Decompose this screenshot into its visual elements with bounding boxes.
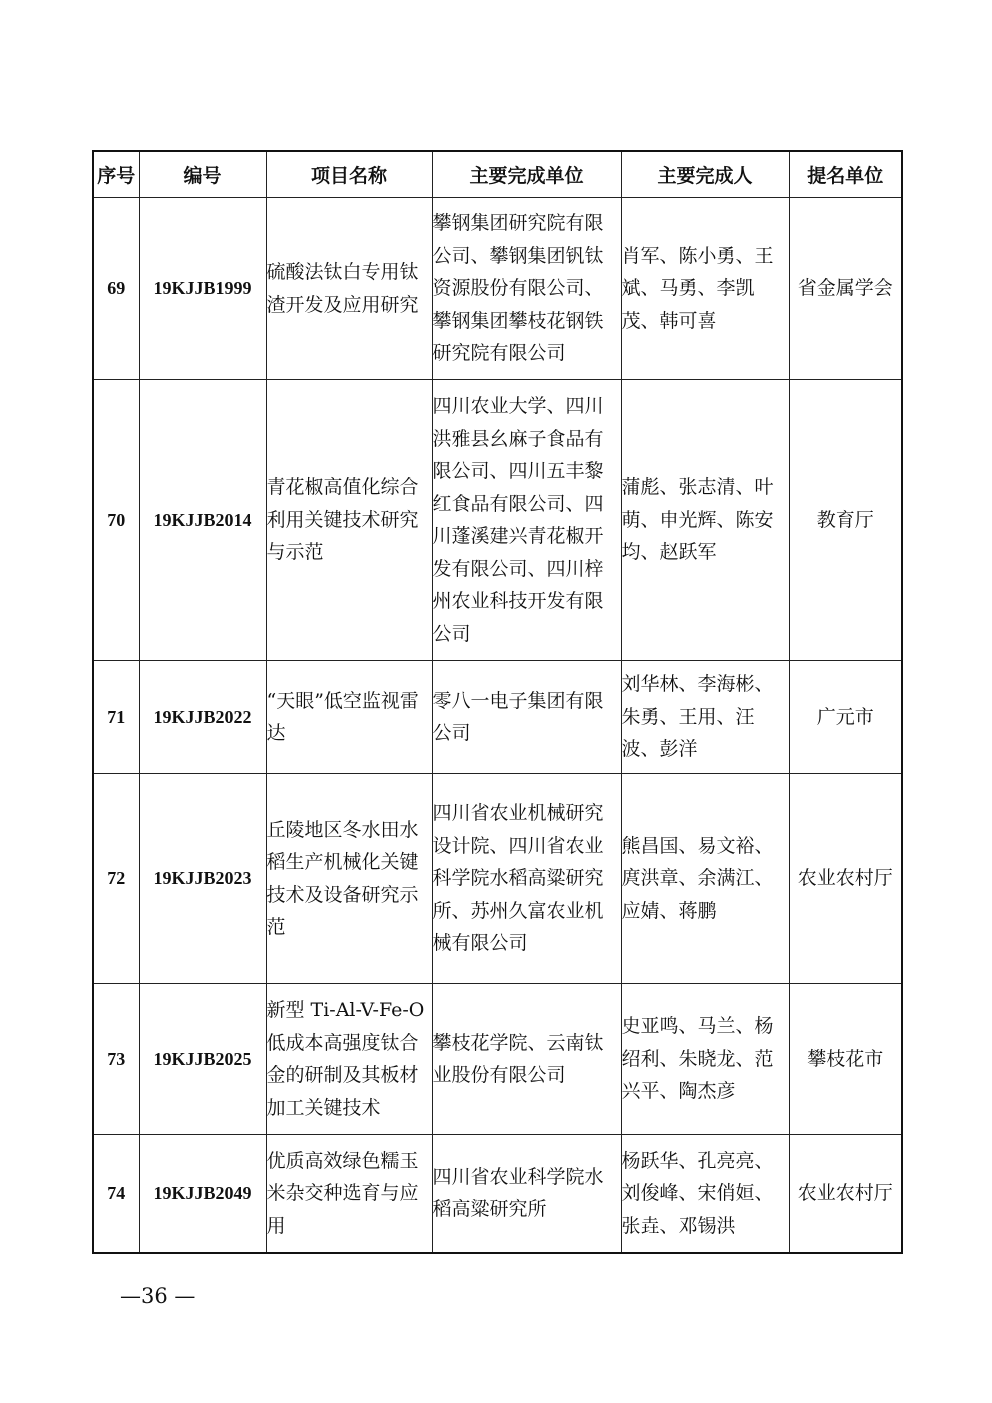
cell-project: 硫酸法钛白专用钛渣开发及应用研究	[266, 198, 432, 380]
cell-nominator: 农业农村厅	[789, 774, 902, 984]
cell-project: “天眼”低空监视雷达	[266, 661, 432, 774]
cell-index: 70	[93, 380, 139, 661]
header-row	[93, 151, 902, 198]
cell-people: 蒲彪、张志清、叶萌、申光辉、陈安均、赵跃军	[621, 380, 789, 661]
header-index: 序号	[93, 151, 139, 198]
awards-table	[92, 150, 903, 1254]
header-nominator: 提名单位	[789, 151, 902, 198]
cell-nominator: 农业农村厅	[789, 1135, 902, 1253]
cell-people: 杨跃华、孔亮亮、刘俊峰、宋俏姮、张垚、邓锡洪	[621, 1135, 789, 1253]
header-code: 编号	[139, 151, 266, 198]
cell-code: 19KJJB2049	[139, 1135, 266, 1253]
table-row	[93, 774, 902, 984]
table-row	[93, 984, 902, 1135]
cell-index: 74	[93, 1135, 139, 1253]
cell-nominator: 攀枝花市	[789, 984, 902, 1135]
cell-project: 青花椒高值化综合利用关键技术研究与示范	[266, 380, 432, 661]
cell-code: 19KJJB2025	[139, 984, 266, 1135]
page-number: —36 —	[120, 1284, 196, 1308]
header-people: 主要完成人	[621, 151, 789, 198]
cell-people: 熊昌国、易文裕、庹洪章、余满江、应婧、蒋鹏	[621, 774, 789, 984]
cell-units: 四川省农业机械研究设计院、四川省农业科学院水稻高粱研究所、苏州久富农业机械有限公司	[432, 774, 621, 984]
cell-index: 72	[93, 774, 139, 984]
cell-code: 19KJJB2014	[139, 380, 266, 661]
cell-index: 73	[93, 984, 139, 1135]
cell-index: 71	[93, 661, 139, 774]
table-row	[93, 1135, 902, 1253]
table-row	[93, 198, 902, 380]
cell-code: 19KJJB2023	[139, 774, 266, 984]
cell-units: 攀枝花学院、云南钛业股份有限公司	[432, 984, 621, 1135]
cell-people: 肖军、陈小勇、王斌、马勇、李凯茂、韩可喜	[621, 198, 789, 380]
cell-index: 69	[93, 198, 139, 380]
cell-units: 攀钢集团研究院有限公司、攀钢集团钒钛资源股份有限公司、攀钢集团攀枝花钢铁研究院有限公司	[432, 198, 621, 380]
cell-nominator: 广元市	[789, 661, 902, 774]
table-row	[93, 380, 902, 661]
cell-code: 19KJJB2022	[139, 661, 266, 774]
cell-people: 刘华林、李海彬、朱勇、王用、汪波、彭洋	[621, 661, 789, 774]
cell-people: 史亚鸣、马兰、杨绍利、朱晓龙、范兴平、陶杰彦	[621, 984, 789, 1135]
table-row	[93, 661, 902, 774]
header-project: 项目名称	[266, 151, 432, 198]
cell-units: 零八一电子集团有限公司	[432, 661, 621, 774]
header-units: 主要完成单位	[432, 151, 621, 198]
cell-project: 丘陵地区冬水田水稻生产机械化关键技术及设备研究示范	[266, 774, 432, 984]
cell-units: 四川省农业科学院水稻高粱研究所	[432, 1135, 621, 1253]
cell-nominator: 教育厅	[789, 380, 902, 661]
cell-code: 19KJJB1999	[139, 198, 266, 380]
cell-project: 新型 Ti-Al-V-Fe-O 低成本高强度钛合金的研制及其板材加工关键技术	[266, 984, 432, 1135]
cell-units: 四川农业大学、四川洪雅县幺麻子食品有限公司、四川五丰黎红食品有限公司、四川蓬溪建兴青花椒开发有限公司、四川梓州农业科技开发有限公司	[432, 380, 621, 661]
cell-nominator: 省金属学会	[789, 198, 902, 380]
cell-project: 优质高效绿色糯玉米杂交种选育与应用	[266, 1135, 432, 1253]
